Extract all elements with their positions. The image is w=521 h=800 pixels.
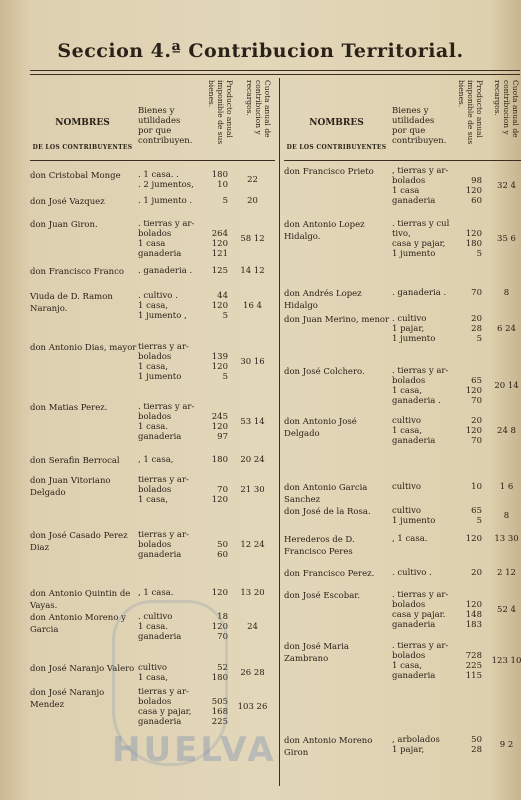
product-values xyxy=(450,506,482,526)
asset-item: 1 casa xyxy=(138,239,166,249)
assets-list xyxy=(138,530,198,560)
assets-list xyxy=(392,314,452,344)
contributor-name: don Serafin Berrocal xyxy=(30,456,120,466)
product-value: 120 xyxy=(211,422,228,432)
product-value xyxy=(450,366,482,376)
product-values xyxy=(450,641,482,681)
product-value: 98 xyxy=(471,176,482,186)
contributor-name: don Juan Merino, menor xyxy=(284,315,390,325)
header-producto: Producto anual imponible de sus bienes. xyxy=(457,80,484,145)
top-rule-double xyxy=(30,74,520,75)
column-divider xyxy=(279,78,280,786)
product-value: 125 xyxy=(211,266,228,276)
asset-item: 1 casa, xyxy=(138,362,169,372)
product-values xyxy=(450,314,482,344)
product-value: 5 xyxy=(222,372,228,382)
asset-item: ganaderia xyxy=(138,249,182,259)
product-value: 97 xyxy=(217,432,228,442)
asset-item: 1 jumento xyxy=(392,516,436,526)
asset-item: 1 casa. xyxy=(138,422,169,432)
product-values xyxy=(450,568,482,578)
product-values xyxy=(196,291,228,321)
product-value: 5 xyxy=(222,196,228,206)
asset-item: cultivo xyxy=(392,482,422,492)
asset-item: cultivo xyxy=(138,663,168,673)
product-value xyxy=(196,530,228,540)
product-value: 121 xyxy=(211,249,228,259)
contributor-name: don José Maria Zambrano xyxy=(284,642,349,664)
product-value: 50 xyxy=(217,540,228,550)
asset-item: cultivo xyxy=(392,416,422,426)
contributor-name: don Antonio Dias, mayor xyxy=(30,343,137,353)
asset-item: bolados xyxy=(138,412,172,422)
asset-item: . ganaderia . xyxy=(392,288,447,298)
annual-quota: 26 28 xyxy=(240,668,265,678)
annual-quota: 53 14 xyxy=(240,417,265,427)
product-values xyxy=(196,342,228,382)
header-cuota: Cuota anual de contribucion y recargos. xyxy=(493,80,520,138)
assets-list xyxy=(392,482,452,492)
asset-item: , 1 casa, xyxy=(138,455,174,465)
assets-list xyxy=(138,266,198,276)
header-bienes: Bienes y utilidades por que contribuyen. xyxy=(392,106,447,146)
product-value: 60 xyxy=(471,196,482,206)
product-values xyxy=(196,588,228,598)
annual-quota: 32 4 xyxy=(497,181,516,191)
contributor-name: don Andrés Lopez Hidalgo xyxy=(284,289,362,311)
assets-list xyxy=(138,291,198,321)
product-value: 120 xyxy=(465,229,482,239)
assets-list xyxy=(392,641,452,681)
asset-item: . tierras y ar- xyxy=(392,590,449,600)
product-value: 183 xyxy=(465,620,482,630)
product-values xyxy=(450,534,482,544)
product-values xyxy=(196,196,228,206)
contributor-name: don Antonio Quintin de Vayas. xyxy=(30,589,131,611)
assets-list xyxy=(392,288,452,298)
product-value: 728 xyxy=(465,651,482,661)
asset-item: bolados xyxy=(392,176,426,186)
asset-item: tivo, xyxy=(392,229,411,239)
asset-item: ganaderia xyxy=(392,620,436,630)
product-value: 180 xyxy=(211,673,228,683)
contributor-name: don José Naranjo Mendez xyxy=(30,688,105,710)
asset-item: 1 jumento xyxy=(392,249,436,259)
left-table-header xyxy=(30,78,275,161)
asset-item: ganaderia . xyxy=(392,396,441,406)
product-value: 120 xyxy=(211,301,228,311)
asset-item: , 1 casa. xyxy=(138,588,174,598)
product-value: 44 xyxy=(217,291,228,301)
asset-item: bolados xyxy=(138,352,172,362)
product-value: 20 xyxy=(471,416,482,426)
contributor-name: don Juan Giron. xyxy=(30,220,98,230)
asset-item: casa y pajar. xyxy=(392,610,446,620)
product-value: 120 xyxy=(211,239,228,249)
product-value: 120 xyxy=(465,426,482,436)
contributor-name: don Juan Vitoriano Delgado xyxy=(30,476,111,498)
annual-quota: 2 12 xyxy=(497,568,516,578)
product-value xyxy=(196,342,228,352)
product-value: 180 xyxy=(211,455,228,465)
asset-item: bolados xyxy=(138,229,172,239)
annual-quota: 16 4 xyxy=(243,301,262,311)
assets-list xyxy=(392,416,452,446)
contributor-name: don Antonio Moreno Giron xyxy=(284,736,373,758)
asset-item: tierras y ar- xyxy=(138,530,189,540)
contributor-name: don Francisco Prieto xyxy=(284,167,374,177)
product-values xyxy=(196,266,228,276)
asset-item: 1 casa xyxy=(392,186,420,196)
asset-item: ganaderia xyxy=(138,717,182,727)
product-value: 180 xyxy=(211,170,228,180)
header-bienes: Bienes y utilidades por que contribuyen. xyxy=(138,106,193,146)
product-value: 50 xyxy=(471,735,482,745)
product-values xyxy=(450,166,482,206)
product-value: 10 xyxy=(471,482,482,492)
page-title: Seccion 4.ª Contribucion Territorial. xyxy=(57,40,464,62)
annual-quota: 8 xyxy=(503,511,510,521)
product-value: 505 xyxy=(211,697,228,707)
asset-item: 1 jumento , xyxy=(138,311,187,321)
asset-item: . cultivo . xyxy=(392,568,432,578)
asset-item: 1 pajar, xyxy=(392,324,425,334)
contributor-name: Herederos de D. Francisco Peres xyxy=(284,535,355,557)
product-value xyxy=(196,475,228,485)
assets-list xyxy=(392,166,452,206)
asset-item: 1 jumento xyxy=(138,372,182,382)
product-value: 70 xyxy=(471,288,482,298)
product-values xyxy=(450,735,482,755)
asset-item: bolados xyxy=(392,651,426,661)
product-values xyxy=(196,475,228,505)
header-producto: Producto anual imponible de sus bienes. xyxy=(207,80,234,145)
contributor-name: don Antonio Moreno y Garcia xyxy=(30,613,126,635)
assets-list xyxy=(138,219,198,259)
asset-item: 1 casa, xyxy=(392,386,423,396)
asset-item: casa y pajar, xyxy=(138,707,192,717)
annual-quota: 30 16 xyxy=(240,357,265,367)
asset-item: ganaderia xyxy=(392,436,436,446)
assets-list xyxy=(392,506,452,526)
product-value: 120 xyxy=(211,495,228,505)
assets-list xyxy=(392,534,452,544)
contributor-name: don José Vazquez xyxy=(30,197,105,207)
product-value: 245 xyxy=(211,412,228,422)
header-names: NOMBRES DE LOS CONTRIBUYENTES xyxy=(286,118,387,151)
annual-quota: 6 24 xyxy=(497,324,516,334)
annual-quota: 123 10 xyxy=(491,656,521,666)
product-value: 18 xyxy=(217,612,228,622)
asset-item: . ganaderia . xyxy=(138,266,193,276)
contributor-name: don José Casado Perez Diaz xyxy=(30,531,128,553)
huelva-watermark: HUELVA xyxy=(112,730,277,770)
product-value: 120 xyxy=(465,186,482,196)
contributor-name: don Antonio Garcia Sanchez xyxy=(284,483,368,505)
asset-item: tierras y ar- xyxy=(138,687,189,697)
annual-quota: 24 8 xyxy=(497,426,516,436)
asset-item: . tierras y ar- xyxy=(392,366,449,376)
asset-item: . 2 jumentos, xyxy=(138,180,194,190)
asset-item: , 1 casa. xyxy=(392,534,428,544)
product-values xyxy=(196,402,228,442)
product-value: 52 xyxy=(217,663,228,673)
contributor-name: don Antonio Lopez Hidalgo. xyxy=(284,220,365,242)
assets-list xyxy=(138,170,198,190)
assets-list xyxy=(138,196,198,206)
annual-quota: 13 20 xyxy=(240,588,265,598)
asset-item: 1 casa, xyxy=(392,661,423,671)
product-value: 10 xyxy=(217,180,228,190)
asset-item: ganaderia xyxy=(392,196,436,206)
asset-item: . tierras y cul xyxy=(392,219,450,229)
contributor-name: don José de la Rosa. xyxy=(284,507,371,517)
assets-list xyxy=(392,568,452,578)
annual-quota: 21 30 xyxy=(240,485,265,495)
asset-item: tierras y ar- xyxy=(138,475,189,485)
product-values xyxy=(450,416,482,446)
product-value: 20 xyxy=(471,568,482,578)
asset-item: bolados xyxy=(138,540,172,550)
right-column xyxy=(284,78,521,786)
product-value: 20 xyxy=(471,314,482,324)
product-values xyxy=(196,530,228,560)
annual-quota: 8 xyxy=(503,288,510,298)
asset-item: . tierras y ar- xyxy=(138,219,195,229)
asset-item: . 1 jumento . xyxy=(138,196,193,206)
product-value: 120 xyxy=(211,588,228,598)
product-values xyxy=(450,288,482,298)
product-value: 120 xyxy=(465,386,482,396)
asset-item: . tierras y ar- xyxy=(392,641,449,651)
asset-item: casa y pajar, xyxy=(392,239,446,249)
product-value: 225 xyxy=(211,717,228,727)
product-value: 5 xyxy=(476,334,482,344)
annual-quota: 1 6 xyxy=(499,482,514,492)
asset-item: . tierras y ar- xyxy=(138,402,195,412)
annual-quota: 22 xyxy=(247,175,258,185)
product-value: 120 xyxy=(465,534,482,544)
product-value: 70 xyxy=(217,632,228,642)
product-value: 5 xyxy=(222,311,228,321)
asset-item: , arbolados xyxy=(392,735,440,745)
product-value xyxy=(196,402,228,412)
asset-item: ganaderia xyxy=(138,550,182,560)
product-value: 264 xyxy=(211,229,228,239)
annual-quota: 58 12 xyxy=(240,234,265,244)
product-value xyxy=(450,166,482,176)
header-names: NOMBRES DE LOS CONTRIBUYENTES xyxy=(32,118,133,151)
product-values xyxy=(196,219,228,259)
assets-list xyxy=(392,735,452,755)
annual-quota: 13 30 xyxy=(494,534,519,544)
contributor-name: Viuda de D. Ramon Naranjo. xyxy=(30,292,113,314)
annual-quota: 35 6 xyxy=(497,234,516,244)
contributor-name: don Francisco Franco xyxy=(30,267,125,277)
product-value: 5 xyxy=(476,516,482,526)
asset-item: ganaderia xyxy=(138,432,182,442)
contributor-name: don Antonio José Delgado xyxy=(284,417,357,439)
product-values xyxy=(450,366,482,406)
product-value: 148 xyxy=(465,610,482,620)
annual-quota: 20 14 xyxy=(494,381,519,391)
right-table-header xyxy=(284,78,521,161)
product-value: 225 xyxy=(465,661,482,671)
assets-list xyxy=(392,219,452,259)
product-value: 115 xyxy=(465,671,482,681)
asset-item: 1 casa. xyxy=(138,622,169,632)
product-value: 70 xyxy=(471,436,482,446)
product-value: 180 xyxy=(465,239,482,249)
product-value: 60 xyxy=(217,550,228,560)
annual-quota: 14 12 xyxy=(240,266,265,276)
annual-quota: 24 xyxy=(247,622,258,632)
contributor-name: don Cristobal Monge xyxy=(30,171,121,181)
product-value: 28 xyxy=(471,324,482,334)
product-value xyxy=(450,219,482,229)
annual-quota: 103 26 xyxy=(237,702,268,712)
annual-quota: 20 xyxy=(247,196,258,206)
asset-item: 1 casa, xyxy=(138,495,169,505)
product-value: 5 xyxy=(476,249,482,259)
header-cuota: Cuota anual de contribucion y recargos. xyxy=(245,80,272,138)
contributor-name: don José Colchero. xyxy=(284,367,365,377)
product-value: 120 xyxy=(211,622,228,632)
product-value: 139 xyxy=(211,352,228,362)
product-value: 70 xyxy=(471,396,482,406)
product-value: 65 xyxy=(471,506,482,516)
assets-list xyxy=(392,366,452,406)
contributor-name: don José Naranjo Valero xyxy=(30,664,135,674)
annual-quota: 52 4 xyxy=(497,605,516,615)
product-value: 65 xyxy=(471,376,482,386)
assets-list xyxy=(138,475,198,505)
product-value: 120 xyxy=(465,600,482,610)
asset-item: cultivo xyxy=(392,506,422,516)
assets-list xyxy=(138,342,198,382)
contributor-name: don Francisco Perez. xyxy=(284,569,375,579)
asset-item: . cultivo . xyxy=(138,291,178,301)
asset-item: 1 casa, xyxy=(138,301,169,311)
product-value xyxy=(196,219,228,229)
asset-item: bolados xyxy=(392,600,426,610)
asset-item: 1 jumento xyxy=(392,334,436,344)
product-value: 70 xyxy=(217,485,228,495)
top-rule xyxy=(30,70,520,71)
product-values xyxy=(450,590,482,630)
product-value xyxy=(450,641,482,651)
asset-item: 1 casa, xyxy=(138,673,169,683)
asset-item: bolados xyxy=(138,697,172,707)
annual-quota: 9 2 xyxy=(499,740,514,750)
product-values xyxy=(196,170,228,190)
contributor-name: don José Escobar. xyxy=(284,591,361,601)
asset-item: ganaderia xyxy=(392,671,436,681)
assets-list xyxy=(138,402,198,442)
assets-list xyxy=(138,588,198,598)
asset-item: . 1 casa. . xyxy=(138,170,179,180)
assets-list xyxy=(138,455,198,465)
product-value: 28 xyxy=(471,745,482,755)
product-value xyxy=(450,590,482,600)
contributor-name: don Matias Perez. xyxy=(30,403,108,413)
asset-item: . cultivo xyxy=(392,314,427,324)
asset-item: bolados xyxy=(392,376,426,386)
annual-quota: 12 24 xyxy=(240,540,265,550)
assets-list xyxy=(392,590,452,630)
product-values xyxy=(196,455,228,465)
product-value: 168 xyxy=(211,707,228,717)
asset-item: tierras y ar- xyxy=(138,342,189,352)
product-values xyxy=(450,482,482,492)
annual-quota: 20 24 xyxy=(240,455,265,465)
asset-item: . cultivo xyxy=(138,612,173,622)
product-values xyxy=(450,219,482,259)
product-value: 120 xyxy=(211,362,228,372)
asset-item: ganaderia xyxy=(138,632,182,642)
asset-item: bolados xyxy=(138,485,172,495)
asset-item: 1 pajar, xyxy=(392,745,425,755)
asset-item: 1 casa, xyxy=(392,426,423,436)
asset-item: , tierras y ar- xyxy=(392,166,449,176)
